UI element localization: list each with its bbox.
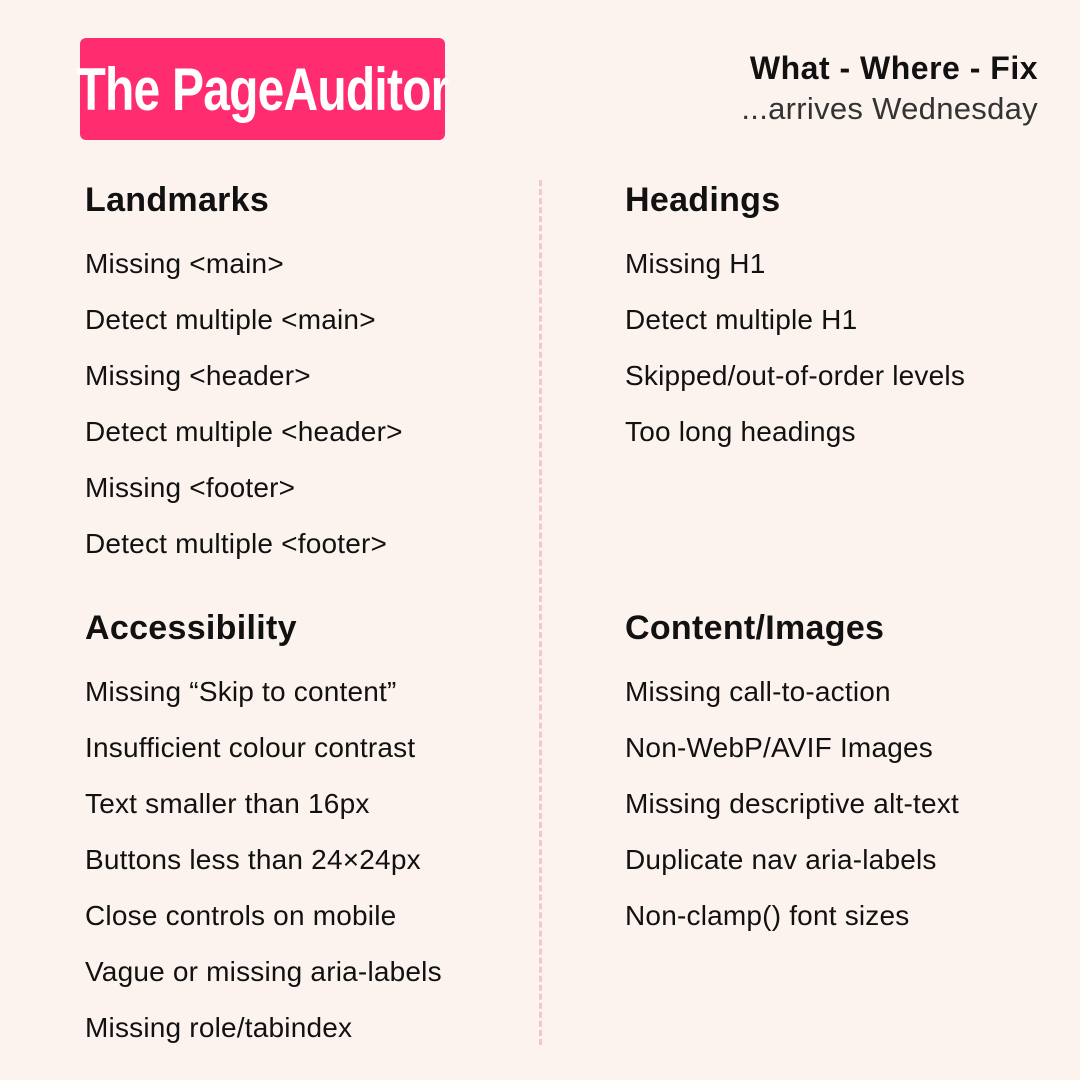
brand-name: The PageAuditor: [76, 55, 449, 123]
section-title: Landmarks: [85, 181, 270, 219]
section-title: Accessibility: [85, 609, 297, 647]
list-item: Too long headings: [625, 416, 856, 447]
list-item: Non-WebP/AVIF Images: [625, 732, 933, 763]
list-item: Missing descriptive alt-text: [625, 788, 959, 819]
section-landmarks: [85, 180, 525, 572]
list-item: Detect multiple H1: [625, 304, 858, 335]
section-title: Headings: [625, 181, 781, 219]
tagline-title: What - Where - Fix: [749, 50, 1038, 86]
check-list: [85, 236, 525, 572]
list-item: Missing H1: [625, 248, 766, 279]
check-list: [85, 664, 525, 1056]
list-item: Text smaller than 16px: [85, 788, 370, 819]
section-content-images: [625, 608, 1065, 944]
list-item: Detect multiple <header>: [85, 416, 403, 447]
list-item: Close controls on mobile: [85, 900, 397, 931]
list-item: Duplicate nav aria-labels: [625, 844, 937, 875]
list-item: Missing <header>: [85, 360, 311, 391]
list-item: Detect multiple <main>: [85, 304, 376, 335]
section-title: Content/Images: [625, 609, 885, 647]
list-item: Insufficient colour contrast: [85, 732, 416, 763]
list-item: Missing <footer>: [85, 472, 296, 503]
brand-logo: [76, 38, 449, 140]
list-item: Missing “Skip to content”: [85, 676, 397, 707]
check-list: [625, 236, 1065, 460]
section-accessibility: [85, 608, 525, 1056]
check-list: [625, 664, 1065, 944]
list-item: Missing role/tabindex: [85, 1012, 353, 1043]
tagline-subtitle: ...arrives Wednesday: [741, 91, 1038, 126]
section-headings: [625, 180, 1065, 460]
list-item: Detect multiple <footer>: [85, 528, 388, 559]
list-item: Skipped/out-of-order levels: [625, 360, 966, 391]
list-item: Missing <main>: [85, 248, 284, 279]
tagline: [741, 48, 1038, 130]
list-item: Missing call-to-action: [625, 676, 891, 707]
list-item: Buttons less than 24×24px: [85, 844, 421, 875]
list-item: Non-clamp() font sizes: [625, 900, 910, 931]
column-divider: [539, 180, 542, 1045]
list-item: Vague or missing aria-labels: [85, 956, 442, 987]
